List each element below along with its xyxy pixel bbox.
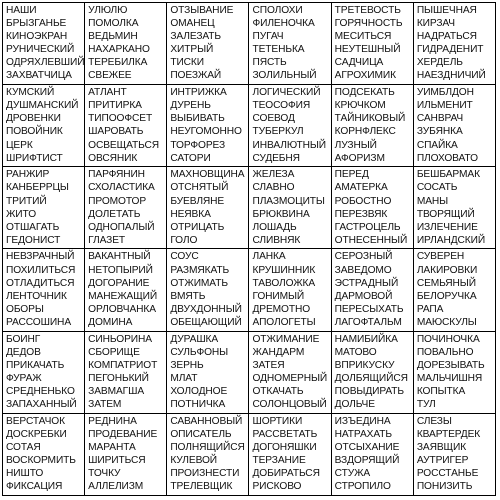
word: ВЕРСТАЧОК xyxy=(6,415,65,427)
word: ДОГОРАНИЕ xyxy=(88,277,150,289)
word: ОПИСАТЕЛЬ xyxy=(170,428,232,440)
word: ОБОРЫ xyxy=(6,303,44,315)
word: НАДРАТЬСЯ xyxy=(416,31,477,43)
word: НАТРАХАТЬ xyxy=(334,428,392,440)
word-cell xyxy=(85,85,167,167)
word: ТОЧКУ xyxy=(88,468,121,480)
word: АУТРИГЕР xyxy=(416,455,469,467)
word: ГОНИМЫЙ xyxy=(252,290,305,302)
word: ОДРЯХЛЕВШИЙ xyxy=(6,57,85,69)
word: ТИСКИ xyxy=(170,57,204,69)
word-cell xyxy=(85,3,167,85)
word: ДОРЕЗЫВАТЬ xyxy=(416,359,485,371)
word-cell xyxy=(167,167,249,249)
word: КРЮЧКОМ xyxy=(334,100,386,112)
word: БЕЛОРУЧКА xyxy=(416,290,477,302)
word: ЗАВЕДОМО xyxy=(334,264,392,276)
word: СЕМЬЯНЫЙ xyxy=(416,277,476,289)
word: ГАСТРОЦЕЛЬ xyxy=(334,221,401,233)
word-cell xyxy=(167,249,249,331)
word: НЕУТЕШНЫЙ xyxy=(334,44,401,56)
word: РИСКОВО xyxy=(252,481,302,493)
word: ИРЛАНДСКИЙ xyxy=(416,234,486,246)
word: НАЕЗДНИЧИЙ xyxy=(416,70,486,82)
word: ШИРИТЬСЯ xyxy=(88,455,146,467)
word: СИНЬОРИНА xyxy=(88,333,152,345)
word-cell xyxy=(332,85,414,167)
word: КОМПАТРИОТ xyxy=(88,359,158,371)
word: НАХАРКАНО xyxy=(88,44,150,56)
word: АПОЛОГЕТЫ xyxy=(252,316,316,328)
word: СОТАЯ xyxy=(6,442,41,454)
word: ОМАНЕЦ xyxy=(170,18,215,30)
word: ЗАТЕЯ xyxy=(252,359,285,371)
word-cell xyxy=(332,3,414,85)
word: ЛОГИЧЕСКИЙ xyxy=(252,87,321,99)
word-cell xyxy=(167,85,249,167)
word: ОТШАГАТЬ xyxy=(6,221,60,233)
word: ПУГАЧ xyxy=(252,31,284,43)
word: КУЛЕВОЙ xyxy=(170,455,217,467)
word: РАССВЕТАТЬ xyxy=(252,428,318,440)
word: ЗАТЕМ xyxy=(88,399,122,411)
word: СЛИВНЯК xyxy=(252,234,301,246)
word: ИНТРИЖКА xyxy=(170,87,227,99)
word: СУВЕРЕН xyxy=(416,251,465,263)
word: СУДЕБНЯ xyxy=(252,152,300,164)
word: ДОБИРАТЬСЯ xyxy=(252,468,320,480)
word: ДУРАШКА xyxy=(170,333,219,345)
word: ПОВАЛЬНО xyxy=(416,346,474,358)
word: ЗАПАХАННЫЙ xyxy=(6,399,77,411)
word: ТЕРЕБИЛКА xyxy=(88,57,148,69)
word: СВЕЖЕЕ xyxy=(88,70,132,82)
word: ИНВАЛЮТНЫЙ xyxy=(252,139,326,151)
word: МАХНОВЩИНА xyxy=(170,169,245,181)
word: ГОРЯЧНОСТЬ xyxy=(334,18,403,30)
word-cell xyxy=(3,249,85,331)
word: РОССТАНЬЕ xyxy=(416,468,479,480)
word: МЛАТ xyxy=(170,372,198,384)
word: ФИЛЕНОЧКА xyxy=(252,18,315,30)
word-cell xyxy=(414,249,496,331)
word: АФОРИЗМ xyxy=(334,152,385,164)
word: ШРИФТИСТ xyxy=(6,152,63,164)
word: ЖАНДАРМ xyxy=(252,346,305,358)
word: СРЕДНЕНЬКО xyxy=(6,386,75,398)
word: НЕУГОМОННО xyxy=(170,126,242,138)
word: ГИДРАДЕНИТ xyxy=(416,44,484,56)
word: ТАЙНИКОВЫЙ xyxy=(334,113,406,125)
word: ЛАГОФТАЛЬМ xyxy=(334,316,402,328)
word: АГРОХИМИК xyxy=(334,70,396,82)
word: ТЕОСОФИЯ xyxy=(252,100,311,112)
word: ПОТНИЧКА xyxy=(170,399,226,411)
word: ВЕДЬМИН xyxy=(88,31,138,43)
word: ВАКАНТНЫЙ xyxy=(88,251,151,263)
word: НИШТО xyxy=(6,468,44,480)
word: ИЗЪЕДИНА xyxy=(334,415,391,427)
word: ЗАЛЕЗАТЬ xyxy=(170,31,222,43)
word: ТРЕЛЕВЩИК xyxy=(170,481,233,493)
word: РАССОШИНА xyxy=(6,316,72,328)
word: ТОРФОРЕЗ xyxy=(170,139,226,151)
word: ЗАВМАГША xyxy=(88,386,145,398)
word: АТЛАНТ xyxy=(88,87,127,99)
word: ТЕРЗАНИЕ xyxy=(252,455,306,467)
word: ТУЛ xyxy=(416,399,436,411)
word-cell xyxy=(414,167,496,249)
word: РАНЖИР xyxy=(6,169,50,181)
word: БЕШБАРМАК xyxy=(416,169,480,181)
word: ОТЖИМАТЬ xyxy=(170,277,228,289)
word: УЛЮЛЮ xyxy=(88,5,128,16)
word: ЛУЗНЫЙ xyxy=(334,139,377,151)
word: СЕРОЗНЫЙ xyxy=(334,251,393,263)
word: ПОНИЗИТЬ xyxy=(416,481,473,493)
word: ОДНОМЕРНЫЙ xyxy=(252,372,328,384)
word: ПОЧИНОЧКА xyxy=(416,333,480,345)
word: МЕСИТЬСЯ xyxy=(334,31,392,43)
word: ОВСЯНИК xyxy=(88,152,138,164)
word: КРУШИННИК xyxy=(252,264,316,276)
word-cell xyxy=(167,3,249,85)
word: МАНЕЖАЩИЙ xyxy=(88,290,158,302)
word: ВОСКОРМИТЬ xyxy=(6,455,76,467)
word: САНВРАЧ xyxy=(416,113,464,125)
word: ОСВЕЩАТЬСЯ xyxy=(88,139,159,151)
word: ЛЕНТОЧНИК xyxy=(6,290,67,302)
word: ЗАХВАТЧИЦА xyxy=(6,70,72,82)
word: ОРЛОВЧАНКА xyxy=(88,303,156,315)
word-cell xyxy=(414,414,496,496)
word: ПЕРЕЗВЯК xyxy=(334,208,388,220)
word: ДАРМОВОЙ xyxy=(334,290,393,302)
word: ШОРТИКИ xyxy=(252,415,303,427)
word: ФУРАЖ xyxy=(6,372,42,384)
word: ОТНЕСЕННЫЙ xyxy=(334,234,408,246)
word: ДОГОНЯШКИ xyxy=(252,442,317,454)
word: ЗЕРНЬ xyxy=(170,359,204,371)
word-cell xyxy=(414,3,496,85)
word: ОТРИЦАТЬ xyxy=(170,221,225,233)
word: КИНОЭКРАН xyxy=(6,31,68,43)
word: МАРАНТА xyxy=(88,442,136,454)
word: ДУРЕНЬ xyxy=(170,100,211,112)
word: НАШИ xyxy=(6,5,37,16)
word: ШАРОВАТЬ xyxy=(88,126,144,138)
word: ПАРФЯНИН xyxy=(88,169,145,181)
word: СЛЕЗЫ xyxy=(416,415,452,427)
word: ПЛОХОВАТО xyxy=(416,152,478,164)
word: БРЮКВИНА xyxy=(252,208,310,220)
word: РЕДНИНА xyxy=(88,415,137,427)
word: ВЗДОРЯЩИЙ xyxy=(334,455,400,467)
word: ГОЛО xyxy=(170,234,198,246)
word-cell xyxy=(249,249,331,331)
word: ЛАНКА xyxy=(252,251,286,263)
word: РАЗМЯКАТЬ xyxy=(170,264,230,276)
word: ПОМОЛКА xyxy=(88,18,139,30)
word: КИРЗАЧ xyxy=(416,18,455,30)
word-cell xyxy=(414,332,496,414)
word: СОСАТЬ xyxy=(416,182,458,194)
word: САДЧИЦА xyxy=(334,57,384,69)
word: ПЫШЕЧНАЯ xyxy=(416,5,477,16)
word: ВЫБИВАТЬ xyxy=(170,113,225,125)
word: ВМЯТЬ xyxy=(170,290,206,302)
word: УИМБЛДОН xyxy=(416,87,474,99)
word: СПОЛОХИ xyxy=(252,5,303,16)
word: СТРОПИЛО xyxy=(334,481,391,493)
word-cell xyxy=(85,167,167,249)
word: АЛЛЕЛИЗМ xyxy=(88,481,144,493)
word: ДОЛБЯЩИЙСЯ xyxy=(334,372,408,384)
word: ФИКСАЦИЯ xyxy=(6,481,63,493)
word: ТУБЕРКУЛ xyxy=(252,126,304,138)
word: ПЕРЕД xyxy=(334,169,369,181)
word: ХЕРДЕЛЬ xyxy=(416,57,463,69)
word: БУЕВЛЯНЕ xyxy=(170,195,225,207)
word: КУМСКИЙ xyxy=(6,87,55,99)
word: ПЯСТЬ xyxy=(252,57,287,69)
word-cell xyxy=(249,414,331,496)
word: СОУС xyxy=(170,251,199,263)
word: ОТЖИМАНИЕ xyxy=(252,333,320,345)
word: ОТКАЧАТЬ xyxy=(252,386,304,398)
word: МАТОВО xyxy=(334,346,377,358)
word: ЗУБЯНКА xyxy=(416,126,463,138)
word: ПЛАЗМОЦИТЫ xyxy=(252,195,325,207)
word: ГЕДОНИСТ xyxy=(6,234,61,246)
word: НАМИБИЙКА xyxy=(334,333,398,345)
word: ЗАЯВЩИК xyxy=(416,442,467,454)
word: ОТЛАДИТЬСЯ xyxy=(6,277,75,289)
word-cell xyxy=(249,167,331,249)
word: ЛАКИРОВКИ xyxy=(416,264,478,276)
word-cell xyxy=(3,85,85,167)
word-grid xyxy=(2,2,496,496)
word: ПРОМОТОР xyxy=(88,195,147,207)
word-cell xyxy=(332,167,414,249)
word-cell xyxy=(85,249,167,331)
word: ПЕГОНЬКИЙ xyxy=(88,372,149,384)
word: ТЕТЕНЬКА xyxy=(252,44,305,56)
word: НЕТОПЫРИЙ xyxy=(88,264,153,276)
word: КОРНФЛЕКС xyxy=(334,126,396,138)
word: СОЛОНЦОВЫЙ xyxy=(252,399,327,411)
word: СХОЛАСТИКА xyxy=(88,182,155,194)
word: ОТЗЫВАНИЕ xyxy=(170,5,234,16)
word: МАЮСКУЛЫ xyxy=(416,316,477,328)
word: ИЗЛЕЧЕНИЕ xyxy=(416,221,478,233)
word: НЕЯВКА xyxy=(170,208,211,220)
word: ПОЕЗЖАЙ xyxy=(170,70,222,82)
word: НЕВЗРАЧНЫЙ xyxy=(6,251,75,263)
word: СТУЖА xyxy=(334,468,371,480)
word: ПОХИЛИТЬСЯ xyxy=(6,264,76,276)
word-cell xyxy=(167,414,249,496)
word: ЛОШАДЬ xyxy=(252,221,297,233)
word: ДОЛЕТАТЬ xyxy=(88,208,141,220)
word: СОЕВОД xyxy=(252,113,295,125)
word: РОБОСТНО xyxy=(334,195,392,207)
word: ДОЛЬЧЕ xyxy=(334,399,375,411)
word: СПАЙКА xyxy=(416,139,458,151)
word: ДОМИНА xyxy=(88,316,133,328)
word: ТВОРЯЩИЙ xyxy=(416,208,475,220)
word: ОТСНЯТЫЙ xyxy=(170,182,229,194)
word: ПОЛНЯЩИЙСЯ xyxy=(170,442,245,454)
word: ТРИТИЙ xyxy=(6,195,47,207)
word: ДОСКРЕБКИ xyxy=(6,428,67,440)
word: КОПЫТКА xyxy=(416,386,466,398)
word-cell xyxy=(3,167,85,249)
word-cell xyxy=(332,332,414,414)
word-cell xyxy=(332,414,414,496)
word: ПОВОЙНИК xyxy=(6,126,63,138)
word: ТАВОЛОЖКА xyxy=(252,277,316,289)
word: ТРЕТЕВОСТЬ xyxy=(334,5,401,16)
word-cell xyxy=(3,3,85,85)
word: ВПРИКУСКУ xyxy=(334,359,395,371)
word: САВАННОВЫЙ xyxy=(170,415,243,427)
word: СУЛЬФОНЫ xyxy=(170,346,229,358)
word: СБОРИЩЕ xyxy=(88,346,140,358)
word: РАПА xyxy=(416,303,444,315)
word: ПЕРЕСЫХАТЬ xyxy=(334,303,404,315)
word: ЦЕРК xyxy=(6,139,33,151)
word: ЗОЛИЛЬНЫЙ xyxy=(252,70,317,82)
word: ИЛЬМЕНИТ xyxy=(416,100,473,112)
word-cell xyxy=(3,332,85,414)
word: ДВУХДОННЫЙ xyxy=(170,303,242,315)
word: ДРЕМОТНО xyxy=(252,303,311,315)
word: ПОДСЕКАТЬ xyxy=(334,87,395,99)
word: ПОВЫДИРАТЬ xyxy=(334,386,404,398)
word: СЛАВНО xyxy=(252,182,295,194)
word: КАНБЕРРЦЫ xyxy=(6,182,69,194)
word-cell xyxy=(332,249,414,331)
word: МАНЫ xyxy=(416,195,449,207)
word: АМАТЕРКА xyxy=(334,182,388,194)
word: ДУШМАНСКИЙ xyxy=(6,100,79,112)
word-cell xyxy=(414,85,496,167)
word: ОТСЫХАНИЕ xyxy=(334,442,400,454)
word: ДЕДОВ xyxy=(6,346,41,358)
word: БРЫЗГАНЬЕ xyxy=(6,18,67,30)
word: ОБЕЩАЮЩИЙ xyxy=(170,316,242,328)
word: МАЛЬЧИШНЯ xyxy=(416,372,483,384)
word-cell xyxy=(249,332,331,414)
word: БОИНГ xyxy=(6,333,41,345)
word: ЭСТРАДНЫЙ xyxy=(334,277,399,289)
word: КВАРТЕРДЕК xyxy=(416,428,481,440)
word-cell xyxy=(3,414,85,496)
word-cell xyxy=(85,414,167,496)
word: ПРОИЗНЕСТИ xyxy=(170,468,240,480)
word: ЖИТО xyxy=(6,208,37,220)
word: САТОРИ xyxy=(170,152,211,164)
word: ПРИКАЧАТЬ xyxy=(6,359,65,371)
word: ПРИТИРКА xyxy=(88,100,142,112)
word-cell xyxy=(85,332,167,414)
word: ХОЛОДНОЕ xyxy=(170,386,228,398)
word-cell xyxy=(249,85,331,167)
word: ОДНОПАЛЫЙ xyxy=(88,221,155,233)
word: ЖЕЛЕЗА xyxy=(252,169,295,181)
word: ХИТРЫЙ xyxy=(170,44,214,56)
word: ГЛАЗЕТ xyxy=(88,234,126,246)
word: ТИПООФСЕТ xyxy=(88,113,153,125)
word-cell xyxy=(249,3,331,85)
word-cell xyxy=(167,332,249,414)
word: ПРОДЕВАНИЕ xyxy=(88,428,158,440)
word: ДРОВЕНКИ xyxy=(6,113,61,125)
word: РУНИЧЕСКИЙ xyxy=(6,44,75,56)
